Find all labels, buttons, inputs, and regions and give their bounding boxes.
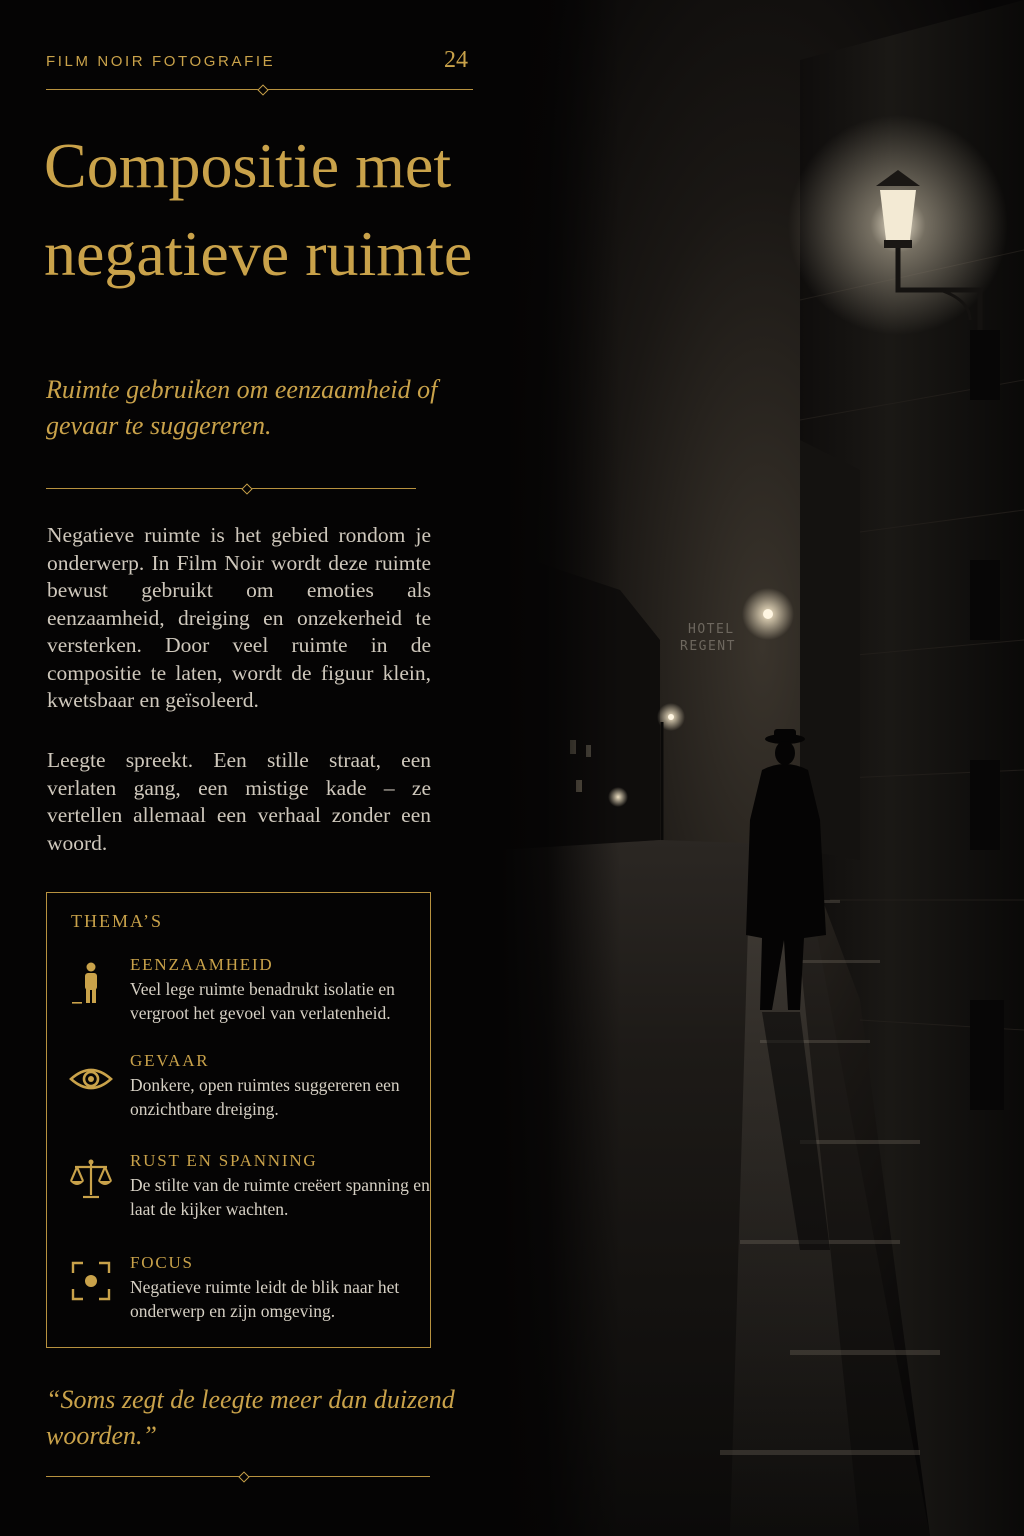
theme-text: Donkere, open ruimtes suggereren een onzichtbare dreiging. [130,1075,400,1119]
hotel-sign-line-2: REGENT [680,639,736,654]
theme-text: Negatieve ruimte leidt de blik naar het onderwerp en zijn omgeving. [130,1277,400,1321]
page-title: Compositie met negatieve ruimte [44,130,473,289]
page-subtitle: Ruimte gebruiken om eenzaamheid of gevaar te suggereren. [46,375,438,440]
eye-icon [69,1057,113,1101]
noir-street-photo [500,0,1024,1536]
page-number: 24 [444,47,468,73]
theme-heading: EENZAAMHEID [130,955,274,974]
section-label: FILM NOIR FOTOGRAFIE [46,53,276,70]
theme-text: Veel lege ruimte benadrukt isolatie en vergroot het gevoel van verlatenheid. [130,979,395,1023]
body-paragraph-2: Leegte spreekt. Een stille straat, een verlaten gang, een mistige kade – ze vertellen allemaal een verhaal zonder een woord. [47,748,431,855]
subtitle-divider [46,488,416,489]
scales-icon [69,1157,113,1201]
theme-heading: FOCUS [130,1253,194,1272]
body-paragraph-1: Negatieve ruimte is het gebied rondom je onderwerp. In Film Noir wordt deze ruimte bewust gebruikt om emoties als eenzaamheid, dreiging en onzekerheid te versterken. Door veel ruimte in de compositie te laten, wordt de figuur klein, kwetsbaar en geïsoleerd. [47,523,431,712]
focus-frame-icon [69,1259,113,1303]
divider-diamond [238,1471,249,1482]
themes-box [46,892,431,1348]
closing-quote: “Soms zegt de leegte meer dan duizend woorden.” [46,1385,455,1450]
theme-text: De stilte van de ruimte creëert spanning en laat de kijker wachten. [130,1175,430,1219]
theme-heading: GEVAAR [130,1051,210,1070]
hotel-sign-line-1: HOTEL [688,622,735,637]
divider-diamond [257,84,268,95]
theme-heading: RUST EN SPANNING [130,1151,318,1170]
lone-figure-icon [69,961,113,1005]
themes-title: THEMA’S [71,911,164,931]
divider-diamond [241,483,252,494]
